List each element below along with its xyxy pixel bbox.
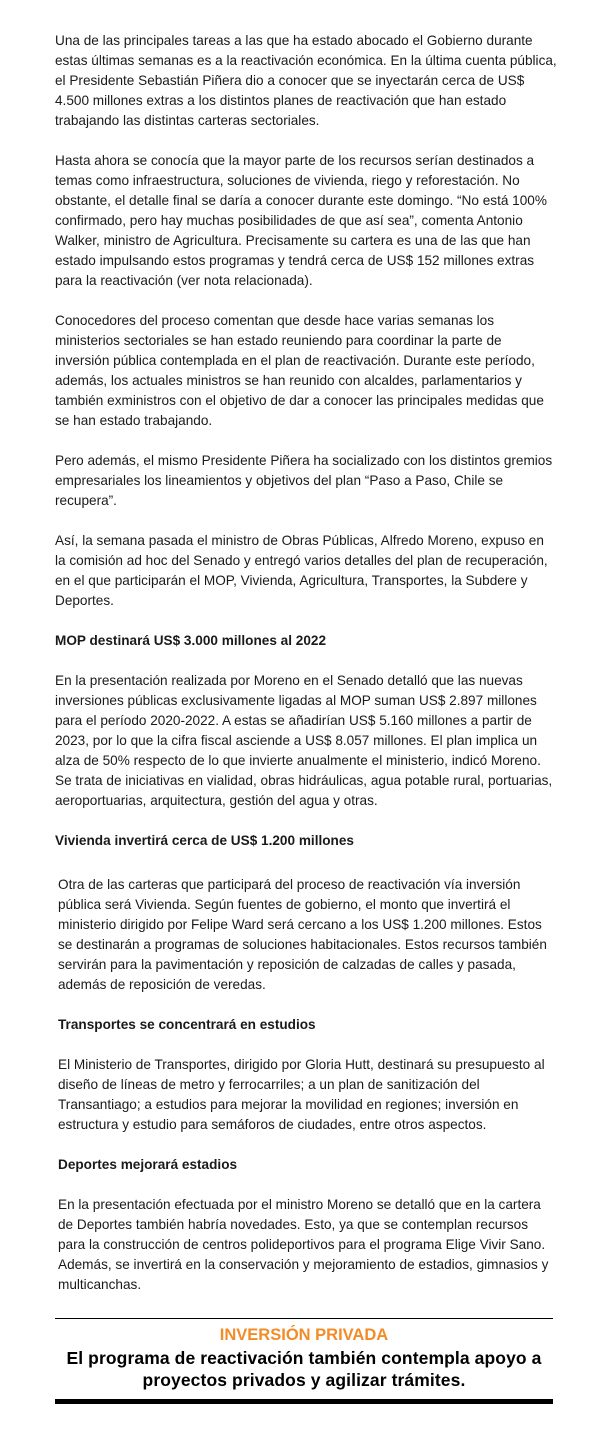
callout-kicker: INVERSIÓN PRIVADA — [219, 1326, 389, 1344]
paragraph-ministries: Conocedores del proceso comentan que desde hace varias semanas los ministerios sectoriales se han estado reuniendo para coordinar la parte de inversión pública contemplada en el plan de reactivación. Durante este período, además, los actuales ministros se han reunido con alcaldes, parlamentarios y también exministros con el objetivo de dar a conocer las principales medidas que se han estado trabajando. — [55, 313, 544, 428]
paragraph-transportes: El Ministerio de Transportes, dirigido por Gloria Hutt, destinará su presupuesto al diseño de líneas de metro y ferrocarriles; a un plan de sanitización del Transantiago; a estudios para mejorar la movilidad en regiones; inversión en estructura y estudio para semáforos de ciudades, entre otros aspectos. — [58, 1057, 545, 1132]
paragraph-vivienda: Otra de las carteras que participará del proceso de reactivación vía inversión pública será Vivienda. Según fuentes de gobierno, el monto que invertirá el ministerio dirigido por Felipe Ward será cercano a los US$ 1.200 millones. Estos se destinarán a programas de soluciones habitacionales. Estos recursos también servirán para la pavimentación y reposición de calzadas de calles y pasada, además de reposición de veredas. — [58, 877, 547, 992]
subheading-transportes: Transportes se concentrará en estudios — [58, 1017, 316, 1032]
subheading-deportes: Deportes mejorará estadios — [58, 1157, 238, 1172]
subheading-mop: MOP destinará US$ 3.000 millones al 2022 — [55, 633, 327, 648]
paragraph-deportes: En la presentación efectuada por el ministro Moreno se detalló que en la cartera de Deportes también habría novedades. Esto, ya que se contemplan recursos para la construcción de centros polideportivos para el programa Elige Vivir Sano. Además, se invertirá en la conservación y mejoramiento de estadios, gimnasios y multicanchas. — [58, 1197, 549, 1292]
callout-box — [55, 1318, 553, 1404]
paragraph-resources: Hasta ahora se conocía que la mayor parte de los recursos serían destinados a temas como infraestructura, soluciones de vivienda, riego y reforestación. No obstante, el detalle final se daría a conocer durante este domingo. “No está 100% confirmado, pero hay muchas posibilidades de que así sea”, comenta Antonio Walker, ministro de Agricultura. Precisamente su cartera es una de las que han estado impulsando estos programas y tendrá cerca de US$ 152 millones extras para la reactivación (ver nota relacionada). — [55, 153, 547, 288]
paragraph-mop: En la presentación realizada por Moreno en el Senado detalló que las nuevas inversiones públicas exclusivamente ligadas al MOP suman US$ 2.897 millones para el período 2020-2022. A estas se añadirían US$ 5.160 millones a partir de 2023, por lo que la cifra fiscal asciende a US$ 8.057 millones. El plan implica un alza de 50% respecto de lo que invierte anualmente el ministerio, indicó Moreno. Se trata de iniciativas en vialidad, obras hidráulicas, agua potable rural, portuarias, aeroportuarias, arquitectura, gestión del agua y otras. — [55, 673, 553, 808]
article-body — [55, 31, 557, 1295]
subheading-vivienda: Vivienda invertirá cerca de US$ 1.200 millones — [55, 833, 354, 848]
paragraph-intro: Una de las principales tareas a las que ha estado abocado el Gobierno durante estas últimas semanas es a la reactivación económica. En la última cuenta pública, el Presidente Sebastián Piñera dio a conocer que se inyectarán cerca de US$ 4.500 millones extras a los distintos planes de reactivación que han estado trabajando las distintas carteras sectoriales. — [55, 33, 557, 128]
paragraph-president: Pero además, el mismo Presidente Piñera ha socializado con los distintos gremios empresariales los lineamientos y objetivos del plan “Paso a Paso, Chile se recupera”. — [55, 453, 553, 508]
callout-title: El programa de reactivación también contempla apoyo a proyectos privados y agilizar trámites. — [66, 1348, 542, 1390]
callout-bottom-rule — [55, 1399, 553, 1404]
callout-top-rule — [55, 1318, 553, 1319]
paragraph-moreno: Así, la semana pasada el ministro de Obras Públicas, Alfredo Moreno, expuso en la comisión ad hoc del Senado y entregó varios detalles del plan de recuperación, en el que participarán el MOP, Vivienda, Agricultura, Transportes, la Subdere y Deportes. — [55, 533, 548, 608]
